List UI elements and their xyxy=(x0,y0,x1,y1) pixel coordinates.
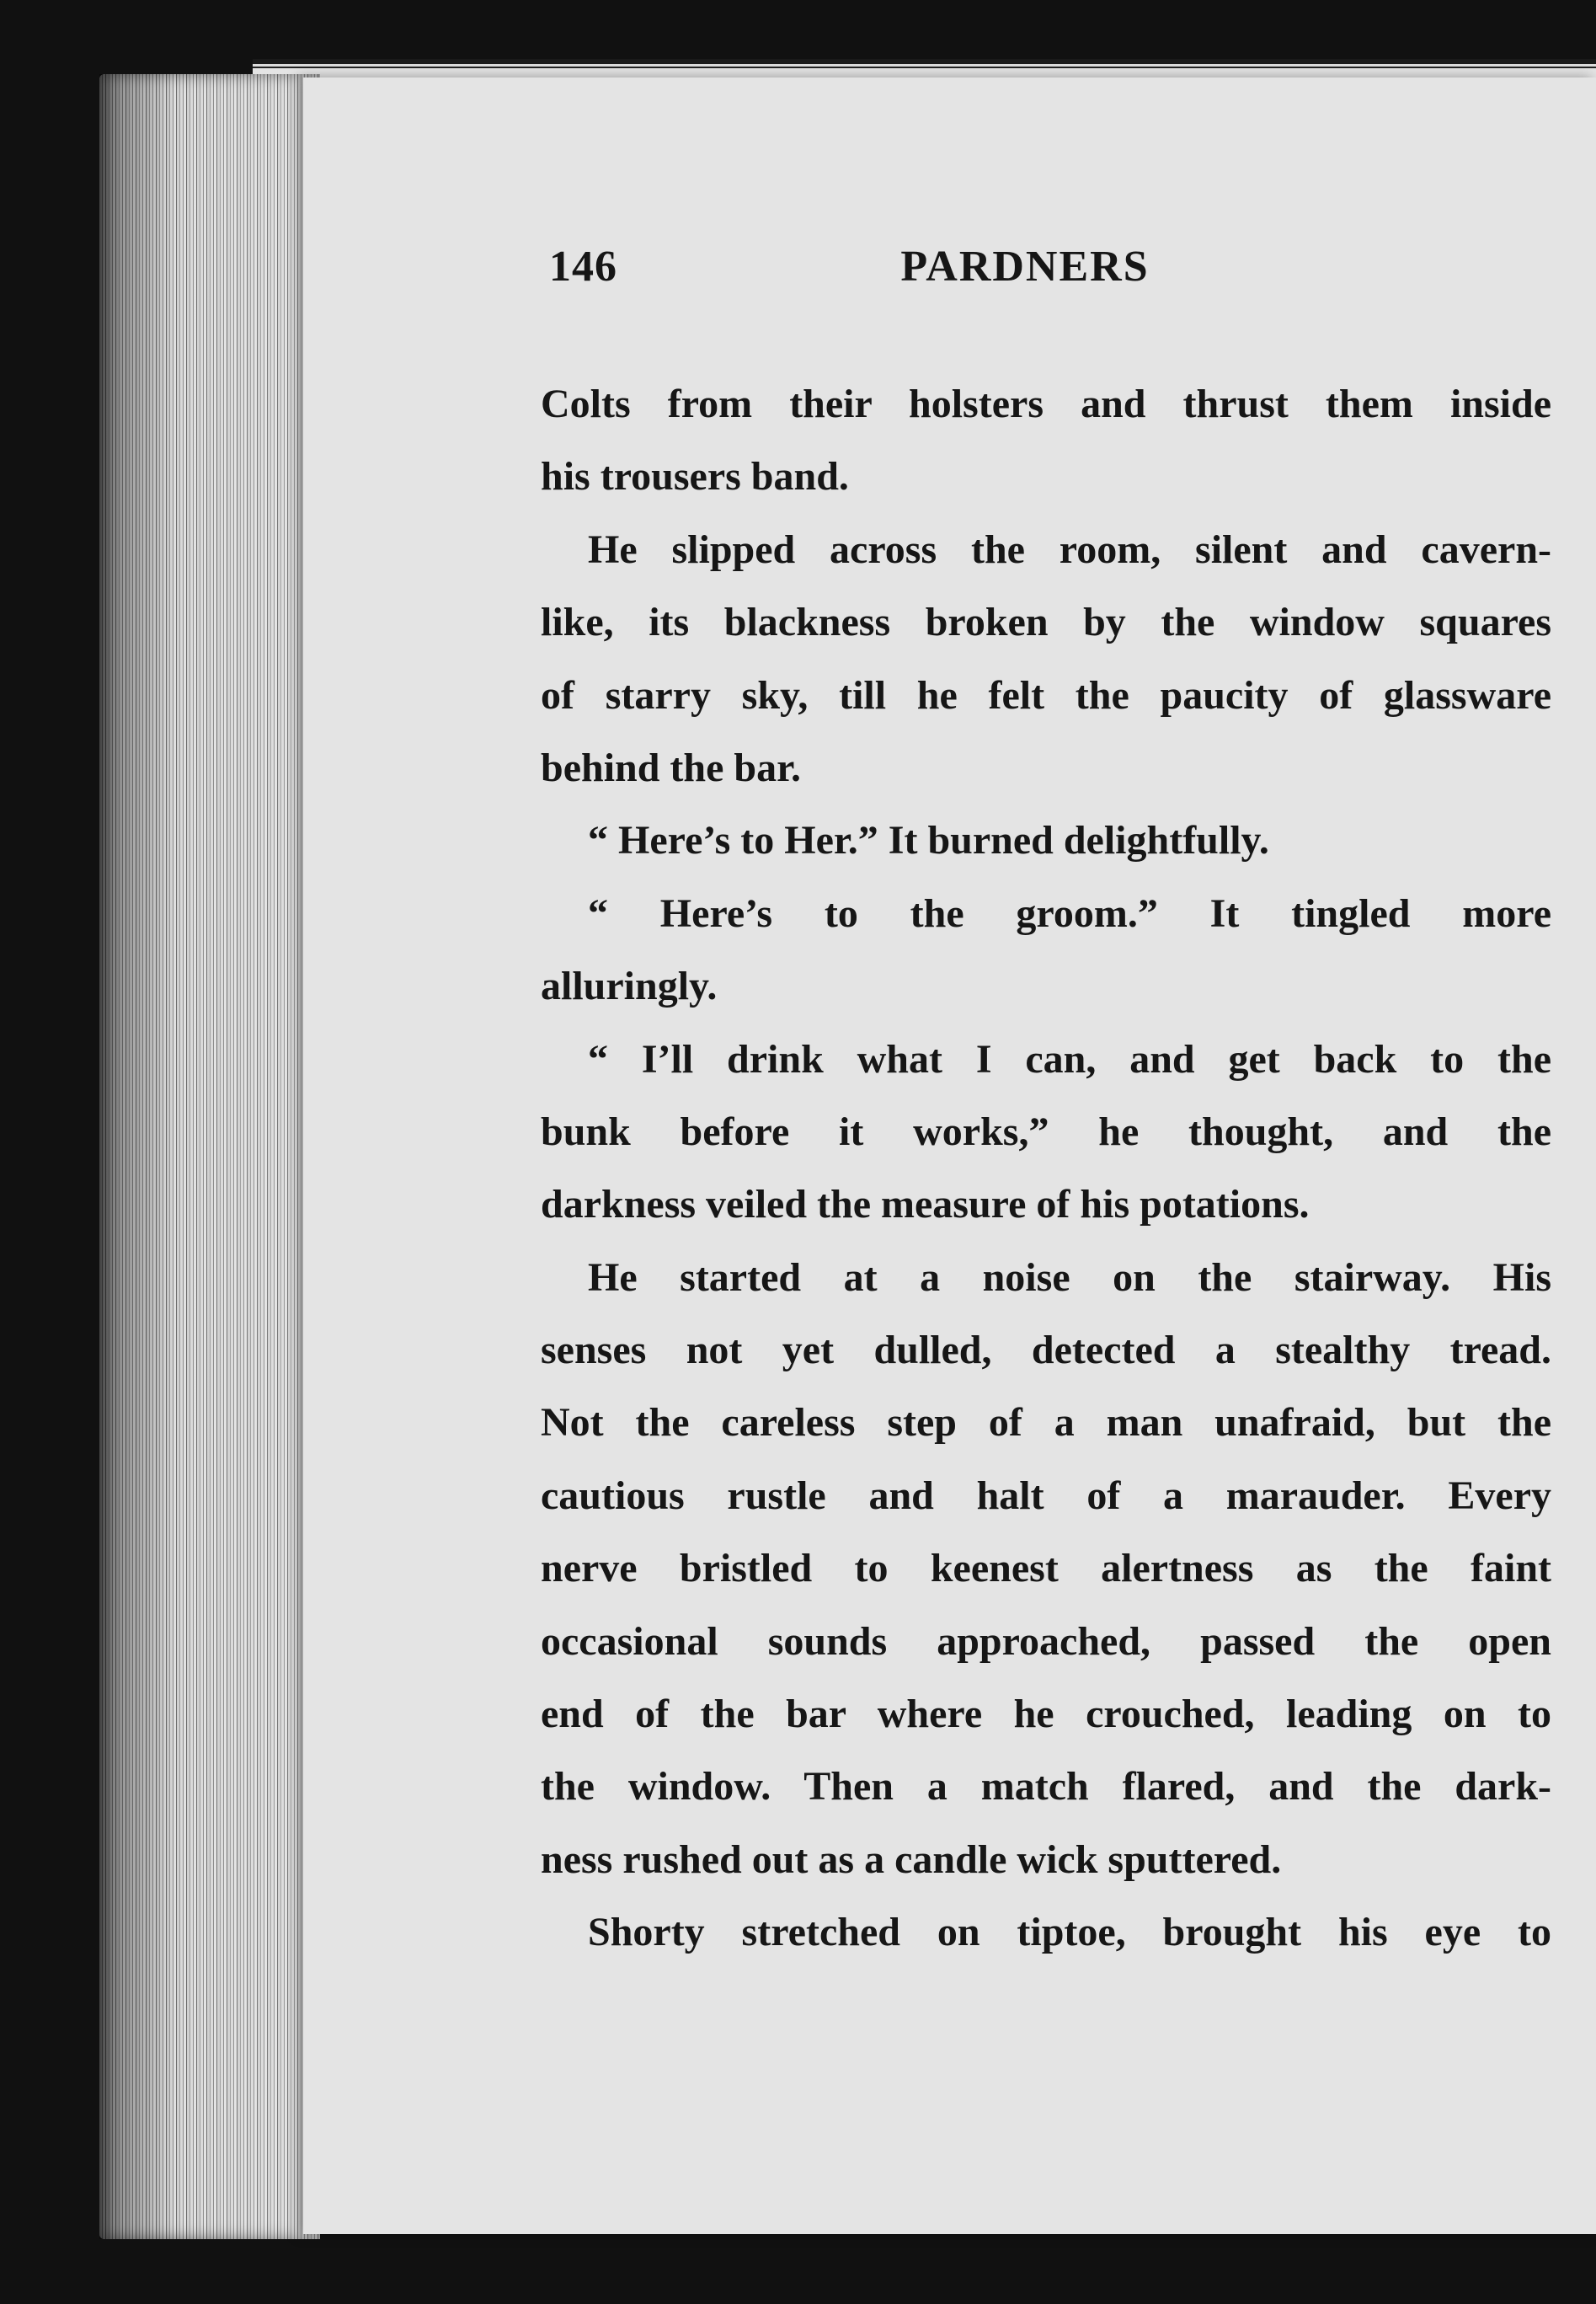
text-line: end of the bar where he crouched, leading on to xyxy=(541,1692,1551,1737)
text-line: of starry sky, till he felt the paucity of glassware xyxy=(541,672,1551,718)
running-head xyxy=(549,242,1501,309)
book-page-edges xyxy=(99,74,320,2239)
text-line: He slipped across the room, silent and cavern- xyxy=(588,527,1551,572)
text-line: Shorty stretched on tiptoe, brought his eye to xyxy=(588,1910,1551,1955)
text-line: cautious rustle and halt of a marauder. Every xyxy=(541,1473,1551,1518)
text-line: behind the bar. xyxy=(541,745,801,790)
text-line: bunk before it works,” he thought, and the xyxy=(541,1109,1551,1154)
text-line: Not the careless step of a man unafraid, but the xyxy=(541,1400,1551,1446)
body-text xyxy=(541,368,1551,1970)
page-number: 146 xyxy=(549,243,617,291)
text-line: his trousers band. xyxy=(541,454,849,500)
text-line: senses not yet dulled, detected a stealthy tread. xyxy=(541,1328,1551,1373)
text-line: “ Here’s to Her.” It burned delightfully. xyxy=(588,818,1269,863)
text-line: ness rushed out as a candle wick sputtered. xyxy=(541,1836,1282,1882)
text-line: “ Here’s to the groom.” It tingled more xyxy=(588,890,1551,936)
book-page xyxy=(303,78,1596,2234)
running-title: PARDNERS xyxy=(900,243,1150,291)
text-line: like, its blackness broken by the window squares xyxy=(541,600,1551,645)
text-line: He started at a noise on the stairway. His xyxy=(588,1254,1551,1300)
text-line: occasional sounds approached, passed the open xyxy=(541,1618,1551,1664)
text-line: “ I’ll drink what I can, and get back to the xyxy=(588,1036,1551,1082)
text-line: the window. Then a match flared, and the dark- xyxy=(541,1764,1551,1810)
text-line: darkness veiled the measure of his potations. xyxy=(541,1182,1310,1227)
text-line: Colts from their holsters and thrust them inside xyxy=(541,382,1551,426)
text-line: nerve bristled to keenest alertness as the faint xyxy=(541,1546,1551,1591)
text-line: alluringly. xyxy=(541,964,718,1009)
